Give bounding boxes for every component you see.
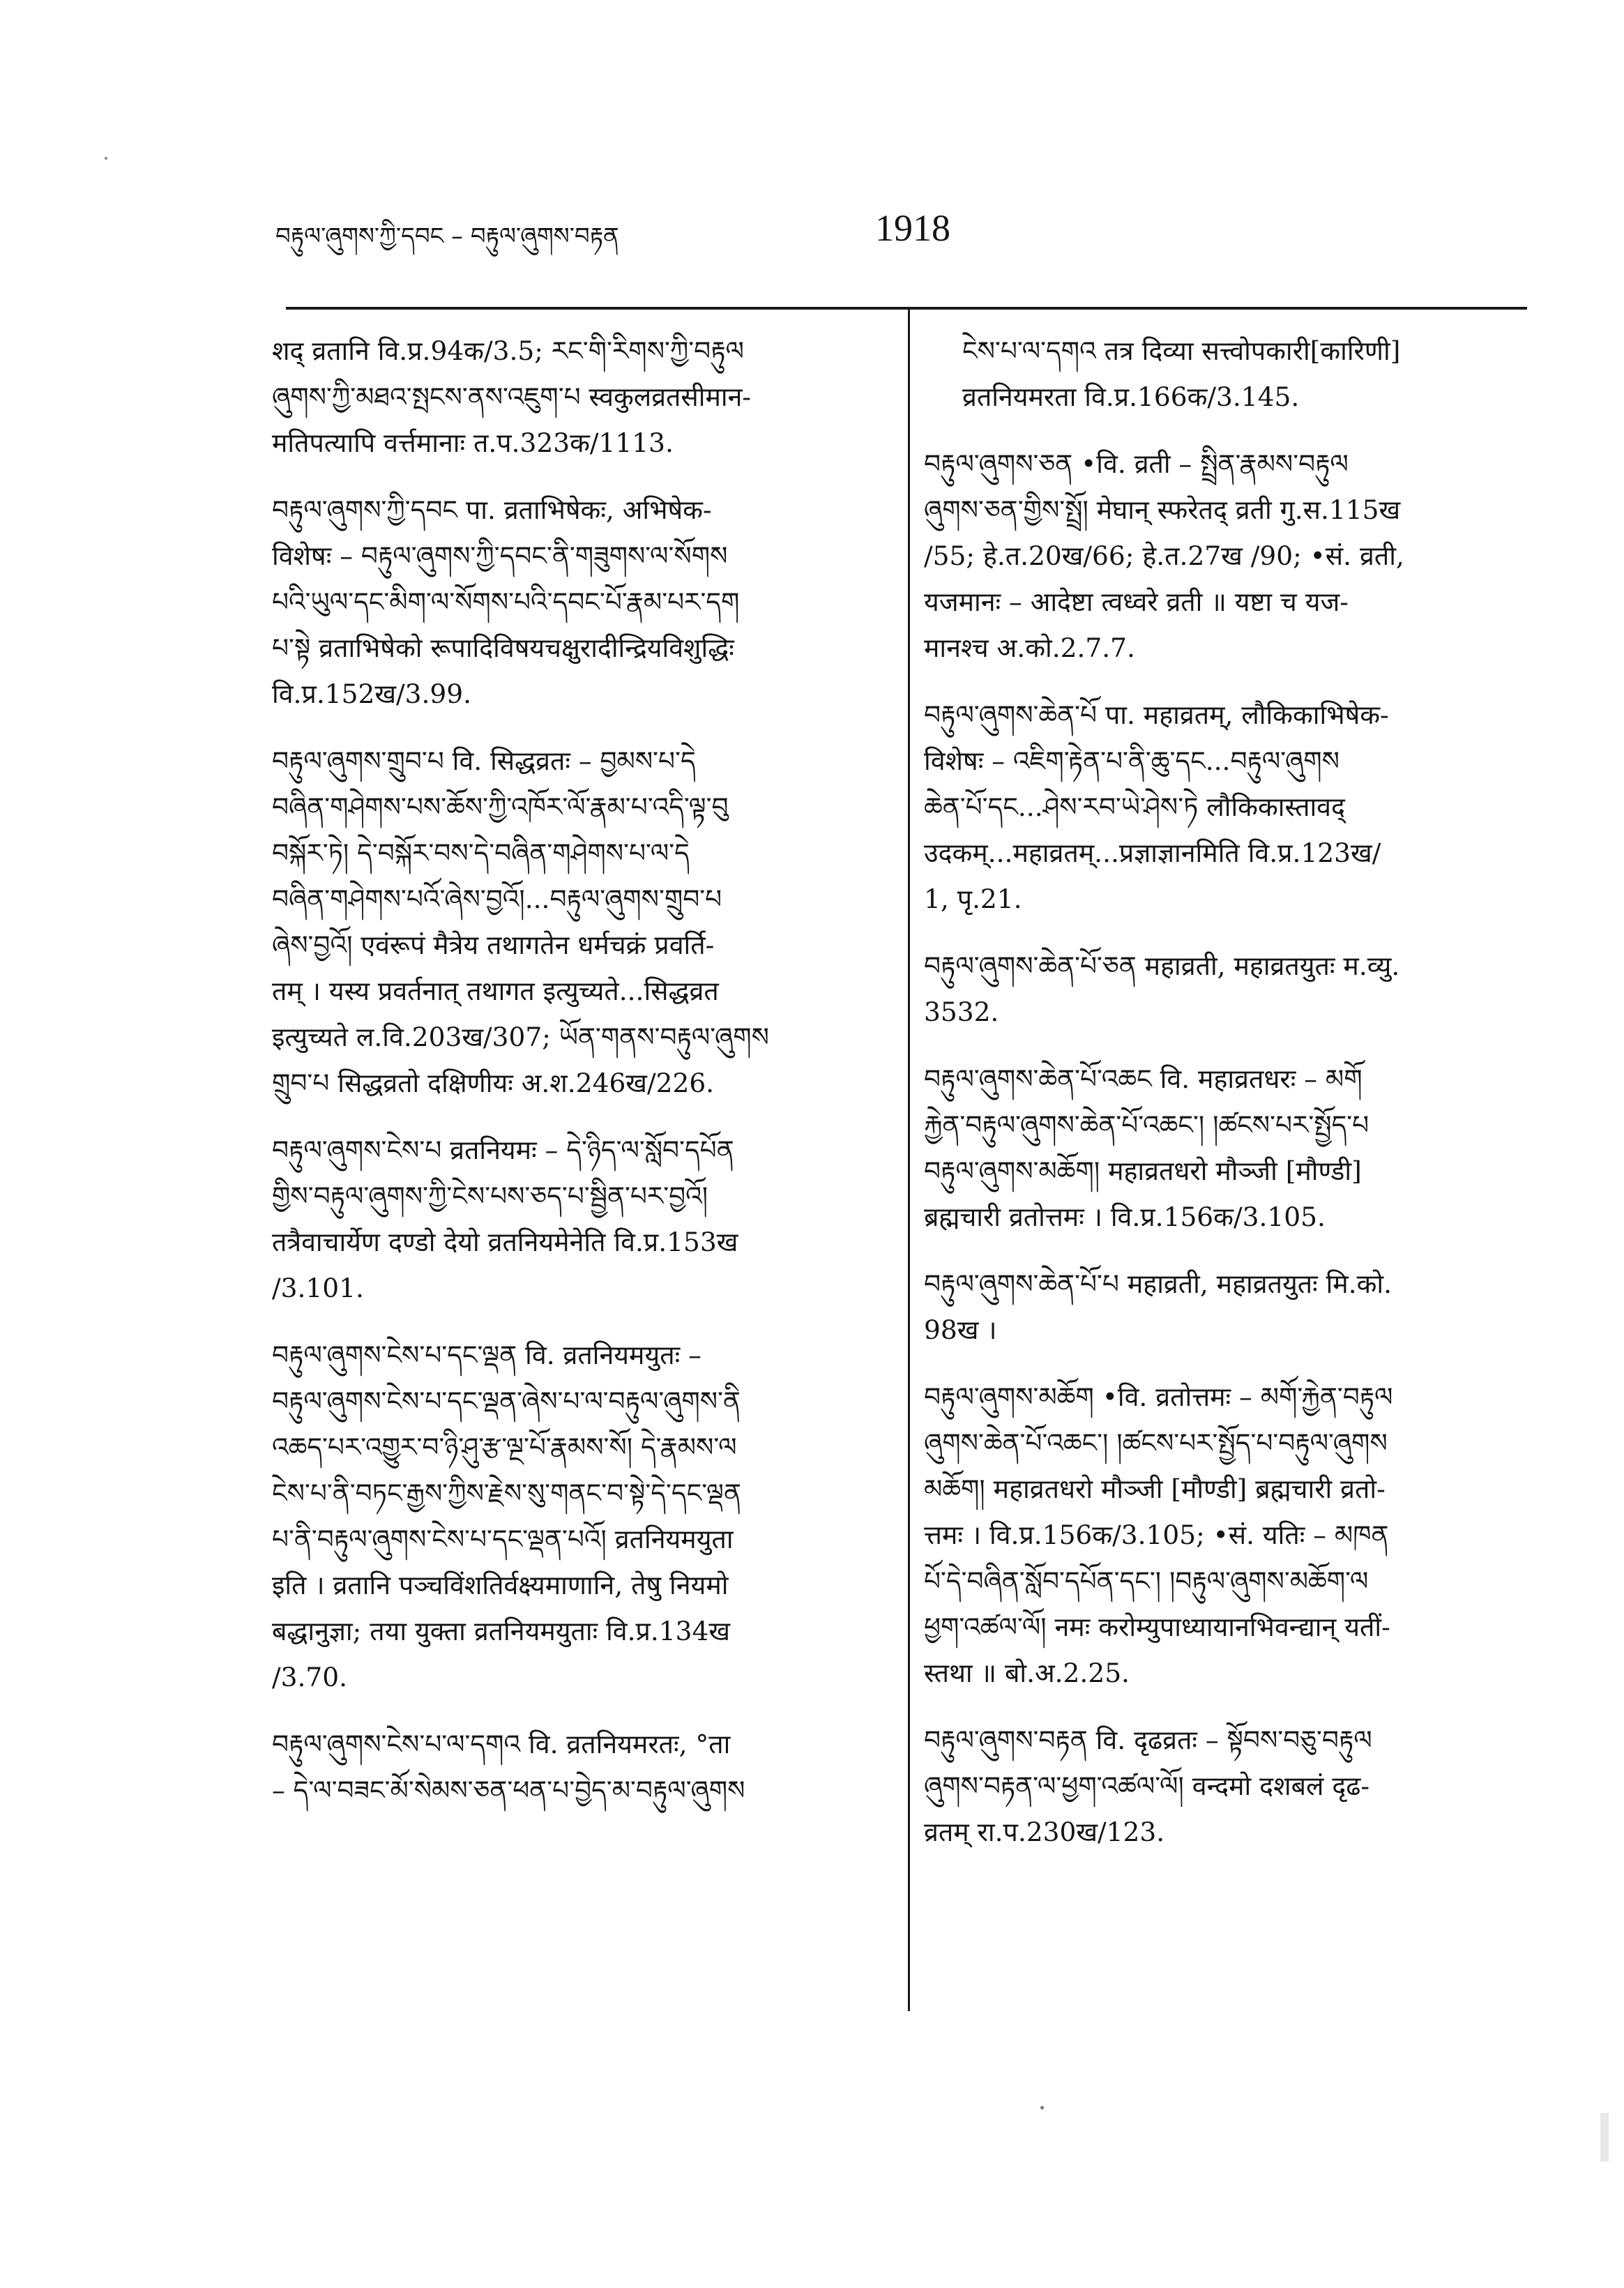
dictionary-entry	[924, 1374, 1538, 1696]
entry-line: विशेषः – བརྟུལ་ཞུགས་ཀྱི་དབང་ནི་གཟུགས་ལ་སོགས	[272, 540, 728, 571]
entry-line: इति । व्रतानि पञ्चविंशतिर्वक्ष्यमाणानि, तेषु नियमो	[272, 1570, 729, 1600]
entry-line: ཕྱག་འཚལ་ལོ། नमः करोम्युपाध्यायानभिवन्द्यान् यतीं-	[924, 1612, 1390, 1642]
dictionary-entry	[924, 1261, 1538, 1353]
entry-line: /55; हे.त.20ख/66; हे.त.27ख /90; •सं. व्रती,	[924, 540, 1404, 571]
entry-line: བརྟུལ་ཞུགས་ངེས་པ་ལ་དགའ वि. व्रतनियमरतः, °ता	[272, 1729, 731, 1759]
entry-line: པའི་ཡུལ་དང་མིག་ལ་སོགས་པའི་དབང་པོ་རྣམ་པར་དག	[272, 586, 740, 617]
dictionary-entry	[272, 328, 893, 466]
right-column	[924, 328, 1538, 1876]
entry-line: ཞེས་བྱའོ། एवंरूपं मैत्रेय तथागतेन धर्मचक्रं प्रवर्ति-	[272, 930, 715, 960]
entry-line: བརྟུལ་ཞུགས་མཆོག། महाव्रतधरो मौञ्जी [मौण्डी]	[924, 1156, 1362, 1186]
dictionary-entry	[272, 738, 893, 1106]
dictionary-entry	[272, 487, 893, 717]
entry-line: बद्धानुज्ञा; तया युक्ता व्रतनियमयुताः वि.प्र.134ख	[272, 1616, 731, 1646]
entry-line: तम् । यस्य प्रवर्तनात् तथागत इत्युच्यते...सिद्धव्रत	[272, 976, 719, 1006]
entry-line: བརྟུལ་ཞུགས་ངེས་པ་དང་ལྡན་ཞེས་པ་ལ་བརྟུལ་ཞུགས་ནི	[272, 1386, 741, 1416]
entry-line: ब्रह्मचारी व्रतोत्तमः । वि.प्र.156क/3.105.	[924, 1202, 1326, 1232]
entry-line: ངེས་པ་ལ་དགའ तत्र दिव्या सत्त्वोपकारी[कारिणी]	[962, 335, 1401, 366]
column-divider	[908, 310, 910, 2011]
dictionary-entry	[272, 1127, 893, 1311]
scan-edge-artifact	[1600, 2113, 1609, 2162]
entry-line: मतिपत्यापि वर्त्तमानाः त.प.323क/1113.	[272, 427, 674, 458]
entry-line: བསྐོར་ཏེ། དེ་བསྐོར་བས་དེ་བཞིན་གཤེགས་པ་ལ་དེ	[272, 838, 690, 868]
entry-line: ངེས་པ་ནི་བཏང་རྒྱས་ཀྱིས་རྗེས་སུ་གནང་བ་སྟེ་དེ་དང་ལྡན	[272, 1478, 741, 1508]
entry-line: /3.101.	[272, 1273, 364, 1303]
entry-line: བརྟུལ་ཞུགས་ཆེན་པོ་འཆང वि. महाव्रतधरः – མགོ	[924, 1063, 1363, 1094]
entry-line: 3532.	[924, 997, 999, 1027]
entry-line: उदकम्...महाव्रतम्...प्रज्ञाज्ञानमिति वि.प्र.123ख/	[924, 838, 1381, 868]
entry-line: བརྟུལ་ཞུགས་ཀྱི་དབང पा. व्रताभिषेकः, अभिषेक-	[272, 494, 712, 525]
entry-line: བརྟུལ་ཞུགས་ཆེན་པོ पा. महाव्रतम्, लौकिकाभिषेक-	[924, 699, 1389, 730]
entry-line: པོ་དེ་བཞིན་སློབ་དཔོན་དང་། །བརྟུལ་ཞུགས་མཆོག་ལ	[924, 1566, 1369, 1596]
dictionary-entry	[924, 441, 1538, 671]
entry-line: མཆོག། महाव्रतधरो मौञ्जी [मौण्डी] ब्रह्मचारी व्रतो-	[924, 1473, 1386, 1504]
left-column	[272, 328, 893, 1834]
dictionary-entry	[924, 1717, 1538, 1855]
entry-line: /3.70.	[272, 1662, 348, 1692]
entry-line: वि.प्र.152ख/3.99.	[272, 679, 472, 709]
header-rule	[286, 307, 1527, 310]
page-speck	[105, 157, 107, 160]
running-headword-range: བརྟུལ་ཞུགས་ཀྱི་དབང – བརྟུལ་ཞུགས་བརྟན	[275, 222, 619, 250]
entry-line: བརྟུལ་ཞུགས་གྲུབ་པ वि. सिद्धव्रतः – བྱམས་པ་དེ	[272, 745, 696, 776]
dictionary-entry	[272, 1721, 893, 1813]
dictionary-entry	[924, 692, 1538, 922]
entry-line: व्रतनियमरता वि.प्र.166क/3.145.	[962, 381, 1300, 412]
entry-line: པ་ནི་བརྟུལ་ཞུགས་ངེས་པ་དང་ལྡན་པའོ། व्रतनियमयुता	[272, 1524, 734, 1554]
entry-line: विशेषः – འཇིག་རྟེན་པ་ནི་ཆུ་དང...བརྟུལ་ཞུགས	[924, 745, 1340, 776]
entry-line: བརྟུལ་ཞུགས་ཅན •वि. व्रती – སྤྲིན་རྣམས་བརྟུལ	[924, 448, 1349, 479]
entry-line: त्तमः । वि.प्र.156क/3.105; •सं. यतिः – མཁན	[924, 1520, 1389, 1550]
entry-line: 98ख ।	[924, 1315, 997, 1345]
dictionary-entry	[924, 328, 1538, 420]
entry-line: व्रतम् रा.प.230ख/123.	[924, 1817, 1165, 1847]
entry-line: – དེ་ལ་བཟང་མོ་སེམས་ཅན་ཕན་པ་བྱེད་མ་བརྟུལ་ཞུགས	[272, 1775, 745, 1805]
entry-line: བརྟུལ་ཞུགས་ངེས་པ व्रतनियमः – དེ་ཉིད་ལ་སློབ་དཔོན	[272, 1135, 734, 1165]
entry-line: བརྟུལ་ཞུགས་ཆེན་པོ་ཅན महाव्रती, महाव्रतयुतः म.व्यु.	[924, 950, 1400, 981]
dictionary-entry	[924, 1056, 1538, 1240]
entry-line: स्तथा ॥ बो.अ.2.25.	[924, 1658, 1130, 1688]
entry-line: བརྟུལ་ཞུགས་མཆོག •वि. व्रतोत्तमः – མགོ་རྐྱེན་བརྟུལ	[924, 1381, 1393, 1412]
entry-line: བརྟུལ་ཞུགས་ཆེན་པོ་པ महाव्रती, महाव्रतयुतः मि.को.	[924, 1268, 1392, 1299]
entry-line: तत्रैवाचार्येण दण्डो देयो व्रतनियमेनेति वि.प्र.153ख	[272, 1227, 738, 1257]
entry-line: གྲུབ་པ सिद्धव्रतो दक्षिणीयः अ.श.246ख/226.	[272, 1068, 715, 1098]
entry-line: इत्युच्यते ल.वि.203ख/307; ཡོན་གནས་བརྟུལ་ཞུགས	[272, 1022, 769, 1052]
entry-line: བརྟུལ་ཞུགས་ངེས་པ་དང་ལྡན वि. व्रतनियमयुतः –	[272, 1340, 701, 1370]
entry-line: यजमानः – आदेष्टा त्वध्वरे व्रती ॥ यष्टा च यज-	[924, 586, 1349, 617]
entry-line: ཞུགས་ཅན་གྱིས་སྤྲོ། मेघान् स्फरेतद् व्रती गु.स.115ख	[924, 494, 1401, 525]
page-speck	[1040, 2106, 1044, 2109]
entry-line: ཞུགས་ཀྱི་མཐའ་སྤངས་ནས་འཇུག་པ स्वकुलव्रतसीमान-	[272, 381, 752, 412]
entry-line: शद् व्रतानि वि.प्र.94क/3.5; རང་གི་རིགས་ཀྱི་བརྟུལ	[272, 335, 744, 366]
entry-line: ཆེན་པོ་དང...ཤེས་རབ་ཡེ་ཤེས་ཏེ लौकिकास्तावद्	[924, 791, 1345, 822]
entry-line: ཞུགས་ཆེན་པོ་འཆང་། །ཚངས་པར་སྤྱོད་པ་བརྟུལ་ཞུགས	[924, 1427, 1388, 1458]
entry-line: བཞིན་གཤེགས་པས་ཆོས་ཀྱི་འཁོར་ལོ་རྣམ་པ་འདི་ལྟ་བུ	[272, 791, 729, 822]
entry-line: བརྟུལ་ཞུགས་བརྟན वि. दृढव्रतः – སྟོབས་བཅུ་བརྟུལ	[924, 1725, 1372, 1755]
entry-line: 1, पृ.21.	[924, 884, 1022, 914]
entry-line: ཞུགས་བརྟན་ལ་ཕྱག་འཚལ་ལོ། वन्दमो दशबलं दृढ-	[924, 1771, 1370, 1801]
entry-line: གྱིས་བརྟུལ་ཞུགས་ཀྱི་ངེས་པས་ཅད་པ་སྦྱིན་པར་བྱའོ།	[272, 1181, 708, 1211]
entry-line: འཆད་པར་འགྱུར་བ་ཉི་ཤུ་རྩ་ལྔ་པོ་རྣམས་སོ། དེ་རྣམས་ལ	[272, 1432, 737, 1462]
dictionary-entry	[924, 943, 1538, 1035]
entry-line: मानश्च अ.को.2.7.7.	[924, 632, 1135, 663]
entry-line: བཞིན་གཤེགས་པའོ་ཞེས་བྱའོ།...བརྟུལ་ཞུགས་གྲུབ་པ	[272, 884, 722, 914]
entry-line: རྐྱེན་བརྟུལ་ཞུགས་ཆེན་པོ་འཆང་། །ཚངས་པར་སྤྱོད་པ	[924, 1109, 1369, 1140]
page-number: 1918	[875, 207, 950, 249]
entry-line: པ་སྟེ व्रताभिषेको रूपादिविषयचक्षुरादीन्द्रियविशुद्धिः	[272, 632, 734, 663]
dictionary-entry	[272, 1332, 893, 1700]
